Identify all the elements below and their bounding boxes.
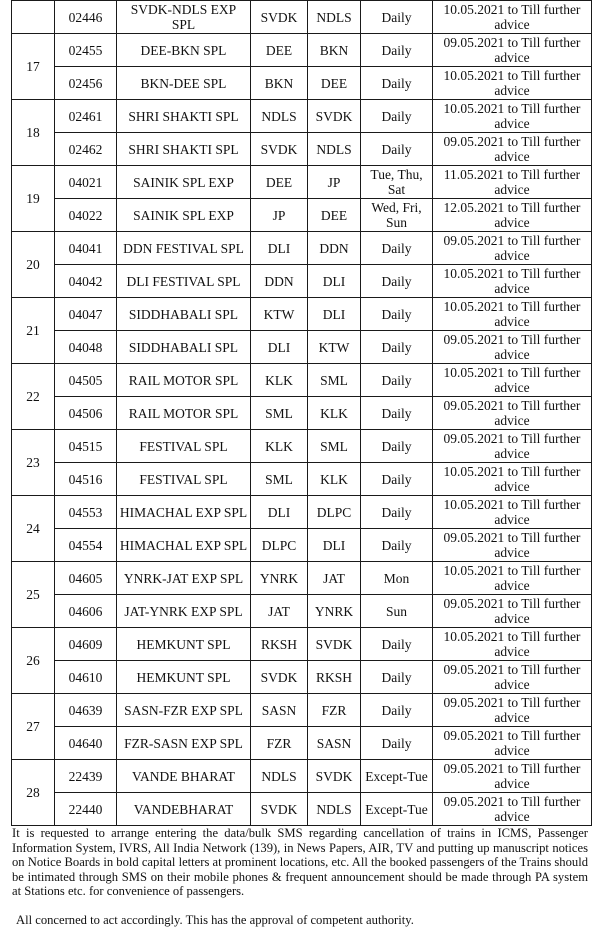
- cell-train-name: SIDDHABALI SPL: [117, 331, 251, 364]
- cell-date: 10.05.2021 to Till further advice: [433, 1, 592, 34]
- cell-train-name: SHRI SHAKTI SPL: [117, 133, 251, 166]
- cell-sl-no: 17: [12, 34, 55, 100]
- cell-days: Daily: [361, 430, 433, 463]
- cell-train-no: 04021: [55, 166, 117, 199]
- cell-train-no: 22440: [55, 793, 117, 826]
- cell-date: 09.05.2021 to Till further advice: [433, 397, 592, 430]
- cell-train-name: RAIL MOTOR SPL: [117, 397, 251, 430]
- cell-days: Sun: [361, 595, 433, 628]
- cell-days: Daily: [361, 331, 433, 364]
- cell-date: 09.05.2021 to Till further advice: [433, 133, 592, 166]
- cell-date: 10.05.2021 to Till further advice: [433, 298, 592, 331]
- cell-from: SML: [251, 397, 308, 430]
- cell-from: SVDK: [251, 793, 308, 826]
- table-row: [12, 628, 592, 661]
- trains-table-body: [12, 1, 592, 826]
- cell-from: JP: [251, 199, 308, 232]
- cell-days: Daily: [361, 628, 433, 661]
- cell-sl-no: 28: [12, 760, 55, 826]
- cell-days: Daily: [361, 34, 433, 67]
- cell-sl-no: 22: [12, 364, 55, 430]
- cell-days: Daily: [361, 1, 433, 34]
- cell-train-no: 04640: [55, 727, 117, 760]
- table-row: [12, 265, 592, 298]
- table-row: [12, 34, 592, 67]
- trains-table: [11, 0, 592, 826]
- cell-from: KLK: [251, 430, 308, 463]
- cell-to: SVDK: [308, 760, 361, 793]
- table-row: [12, 232, 592, 265]
- cell-from: SASN: [251, 694, 308, 727]
- cell-date: 09.05.2021 to Till further advice: [433, 661, 592, 694]
- cell-date: 09.05.2021 to Till further advice: [433, 430, 592, 463]
- table-row: [12, 397, 592, 430]
- cell-sl-no: 24: [12, 496, 55, 562]
- cell-from: DLI: [251, 496, 308, 529]
- cell-days: Daily: [361, 298, 433, 331]
- cell-date: 09.05.2021 to Till further advice: [433, 727, 592, 760]
- table-row: [12, 331, 592, 364]
- cell-days: Daily: [361, 463, 433, 496]
- cell-date: 09.05.2021 to Till further advice: [433, 331, 592, 364]
- cell-train-no: 04048: [55, 331, 117, 364]
- cell-days: Mon: [361, 562, 433, 595]
- cell-train-no: 04554: [55, 529, 117, 562]
- cell-to: RKSH: [308, 661, 361, 694]
- cell-train-name: FZR-SASN EXP SPL: [117, 727, 251, 760]
- cell-from: RKSH: [251, 628, 308, 661]
- cell-sl-no: 23: [12, 430, 55, 496]
- cell-sl-no: 19: [12, 166, 55, 232]
- cell-date: 10.05.2021 to Till further advice: [433, 265, 592, 298]
- cell-from: NDLS: [251, 760, 308, 793]
- cell-to: SML: [308, 364, 361, 397]
- cell-to: DEE: [308, 67, 361, 100]
- cell-from: SVDK: [251, 133, 308, 166]
- cell-train-name: SIDDHABALI SPL: [117, 298, 251, 331]
- cell-train-name: SAINIK SPL EXP: [117, 199, 251, 232]
- cell-train-name: VANDEBHARAT: [117, 793, 251, 826]
- cell-date: 09.05.2021 to Till further advice: [433, 34, 592, 67]
- cell-days: Daily: [361, 727, 433, 760]
- cell-date: 10.05.2021 to Till further advice: [433, 628, 592, 661]
- cell-train-name: FESTIVAL SPL: [117, 430, 251, 463]
- table-row: [12, 496, 592, 529]
- cell-to: JAT: [308, 562, 361, 595]
- cell-days: Tue, Thu, Sat: [361, 166, 433, 199]
- cell-to: FZR: [308, 694, 361, 727]
- cell-train-name: HIMACHAL EXP SPL: [117, 496, 251, 529]
- cell-days: Daily: [361, 364, 433, 397]
- cell-train-no: 02456: [55, 67, 117, 100]
- table-row: [12, 661, 592, 694]
- cell-train-name: VANDE BHARAT: [117, 760, 251, 793]
- cell-train-no: 04047: [55, 298, 117, 331]
- cell-from: FZR: [251, 727, 308, 760]
- cell-to: SVDK: [308, 628, 361, 661]
- cell-days: Daily: [361, 265, 433, 298]
- cell-date: 09.05.2021 to Till further advice: [433, 595, 592, 628]
- cell-days: Except-Tue: [361, 793, 433, 826]
- cell-from: DLPC: [251, 529, 308, 562]
- cell-train-no: 22439: [55, 760, 117, 793]
- cell-days: Daily: [361, 694, 433, 727]
- cell-date: 10.05.2021 to Till further advice: [433, 562, 592, 595]
- cell-to: YNRK: [308, 595, 361, 628]
- cell-train-no: 04022: [55, 199, 117, 232]
- cell-days: Daily: [361, 397, 433, 430]
- cell-train-name: SASN-FZR EXP SPL: [117, 694, 251, 727]
- cell-from: KLK: [251, 364, 308, 397]
- cell-train-no: 04605: [55, 562, 117, 595]
- cell-from: DEE: [251, 166, 308, 199]
- instruction-note: It is requested to arrange entering the data/bulk SMS regarding cancellation of trains in ICMS, Passenger Information System, IVRS, All India Network (139), in News Papers, AIR, TV and putting up manuscript notices on Notice Boards in bold capital letters at prominent locations, etc. All the booked passengers of the Trains should be intimated through SMS on their mobile phones & frequent announcement should be made through PA system at Stations etc. for convenience of passengers.: [12, 826, 588, 898]
- cell-from: KTW: [251, 298, 308, 331]
- cell-sl-no: [12, 1, 55, 34]
- cell-days: Daily: [361, 67, 433, 100]
- cell-to: KLK: [308, 463, 361, 496]
- cell-train-name: SVDK-NDLS EXP SPL: [117, 1, 251, 34]
- table-row: [12, 133, 592, 166]
- cell-date: 09.05.2021 to Till further advice: [433, 793, 592, 826]
- cell-to: KLK: [308, 397, 361, 430]
- cell-days: Daily: [361, 133, 433, 166]
- cell-train-name: BKN-DEE SPL: [117, 67, 251, 100]
- table-row: [12, 430, 592, 463]
- cell-to: KTW: [308, 331, 361, 364]
- cell-train-name: JAT-YNRK EXP SPL: [117, 595, 251, 628]
- cell-sl-no: 25: [12, 562, 55, 628]
- cell-to: SVDK: [308, 100, 361, 133]
- cell-train-name: SAINIK SPL EXP: [117, 166, 251, 199]
- cell-sl-no: 18: [12, 100, 55, 166]
- cell-to: DLPC: [308, 496, 361, 529]
- cell-train-name: SHRI SHAKTI SPL: [117, 100, 251, 133]
- table-row: [12, 364, 592, 397]
- cell-train-no: 04606: [55, 595, 117, 628]
- cell-train-name: DEE-BKN SPL: [117, 34, 251, 67]
- cell-from: BKN: [251, 67, 308, 100]
- cell-date: 09.05.2021 to Till further advice: [433, 529, 592, 562]
- cell-train-no: 04505: [55, 364, 117, 397]
- cell-train-no: 04610: [55, 661, 117, 694]
- table-row: [12, 595, 592, 628]
- cell-date: 09.05.2021 to Till further advice: [433, 760, 592, 793]
- table-row: [12, 298, 592, 331]
- table-row: [12, 1, 592, 34]
- cell-sl-no: 26: [12, 628, 55, 694]
- cell-sl-no: 27: [12, 694, 55, 760]
- cell-train-name: YNRK-JAT EXP SPL: [117, 562, 251, 595]
- cell-date: 12.05.2021 to Till further advice: [433, 199, 592, 232]
- cell-days: Daily: [361, 232, 433, 265]
- cell-to: SASN: [308, 727, 361, 760]
- cell-to: DLI: [308, 265, 361, 298]
- cell-train-no: 04506: [55, 397, 117, 430]
- approval-note: All concerned to act accordingly. This has the approval of competent authority.: [16, 913, 414, 927]
- cell-date: 10.05.2021 to Till further advice: [433, 100, 592, 133]
- cell-sl-no: 21: [12, 298, 55, 364]
- cell-date: 09.05.2021 to Till further advice: [433, 694, 592, 727]
- cell-sl-no: 20: [12, 232, 55, 298]
- table-row: [12, 166, 592, 199]
- table-row: [12, 694, 592, 727]
- cell-to: NDLS: [308, 793, 361, 826]
- cell-train-no: 02455: [55, 34, 117, 67]
- cell-train-no: 04516: [55, 463, 117, 496]
- cell-train-no: 02461: [55, 100, 117, 133]
- cell-train-no: 04639: [55, 694, 117, 727]
- cell-train-name: HEMKUNT SPL: [117, 661, 251, 694]
- cell-days: Except-Tue: [361, 760, 433, 793]
- cell-train-name: FESTIVAL SPL: [117, 463, 251, 496]
- cell-to: NDLS: [308, 133, 361, 166]
- cell-to: DLI: [308, 529, 361, 562]
- cell-from: DLI: [251, 331, 308, 364]
- cell-train-name: HEMKUNT SPL: [117, 628, 251, 661]
- cell-to: DEE: [308, 199, 361, 232]
- cell-date: 10.05.2021 to Till further advice: [433, 67, 592, 100]
- cell-date: 10.05.2021 to Till further advice: [433, 463, 592, 496]
- cell-to: DLI: [308, 298, 361, 331]
- cell-train-no: 04553: [55, 496, 117, 529]
- cell-from: DEE: [251, 34, 308, 67]
- cell-date: 10.05.2021 to Till further advice: [433, 364, 592, 397]
- table-row: [12, 67, 592, 100]
- table-row: [12, 199, 592, 232]
- table-row: [12, 760, 592, 793]
- cell-train-name: DLI FESTIVAL SPL: [117, 265, 251, 298]
- table-row: [12, 562, 592, 595]
- cell-to: DDN: [308, 232, 361, 265]
- cell-days: Daily: [361, 496, 433, 529]
- cell-date: 11.05.2021 to Till further advice: [433, 166, 592, 199]
- cell-to: BKN: [308, 34, 361, 67]
- cell-train-name: RAIL MOTOR SPL: [117, 364, 251, 397]
- table-row: [12, 100, 592, 133]
- cell-from: DLI: [251, 232, 308, 265]
- cell-from: JAT: [251, 595, 308, 628]
- cell-train-no: 04515: [55, 430, 117, 463]
- cell-from: NDLS: [251, 100, 308, 133]
- cell-date: 10.05.2021 to Till further advice: [433, 496, 592, 529]
- cell-to: JP: [308, 166, 361, 199]
- cell-date: 09.05.2021 to Till further advice: [433, 232, 592, 265]
- table-row: [12, 463, 592, 496]
- cell-days: Wed, Fri, Sun: [361, 199, 433, 232]
- cell-to: SML: [308, 430, 361, 463]
- cell-train-name: HIMACHAL EXP SPL: [117, 529, 251, 562]
- table-row: [12, 529, 592, 562]
- cell-days: Daily: [361, 661, 433, 694]
- cell-train-no: 04042: [55, 265, 117, 298]
- cell-train-no: 04609: [55, 628, 117, 661]
- table-row: [12, 793, 592, 826]
- cell-train-no: 02462: [55, 133, 117, 166]
- table-row: [12, 727, 592, 760]
- cell-from: DDN: [251, 265, 308, 298]
- cell-train-name: DDN FESTIVAL SPL: [117, 232, 251, 265]
- cell-from: SVDK: [251, 661, 308, 694]
- cell-days: Daily: [361, 529, 433, 562]
- cell-train-no: 02446: [55, 1, 117, 34]
- cell-days: Daily: [361, 100, 433, 133]
- cell-to: NDLS: [308, 1, 361, 34]
- cell-from: SML: [251, 463, 308, 496]
- cell-from: YNRK: [251, 562, 308, 595]
- cell-from: SVDK: [251, 1, 308, 34]
- cell-train-no: 04041: [55, 232, 117, 265]
